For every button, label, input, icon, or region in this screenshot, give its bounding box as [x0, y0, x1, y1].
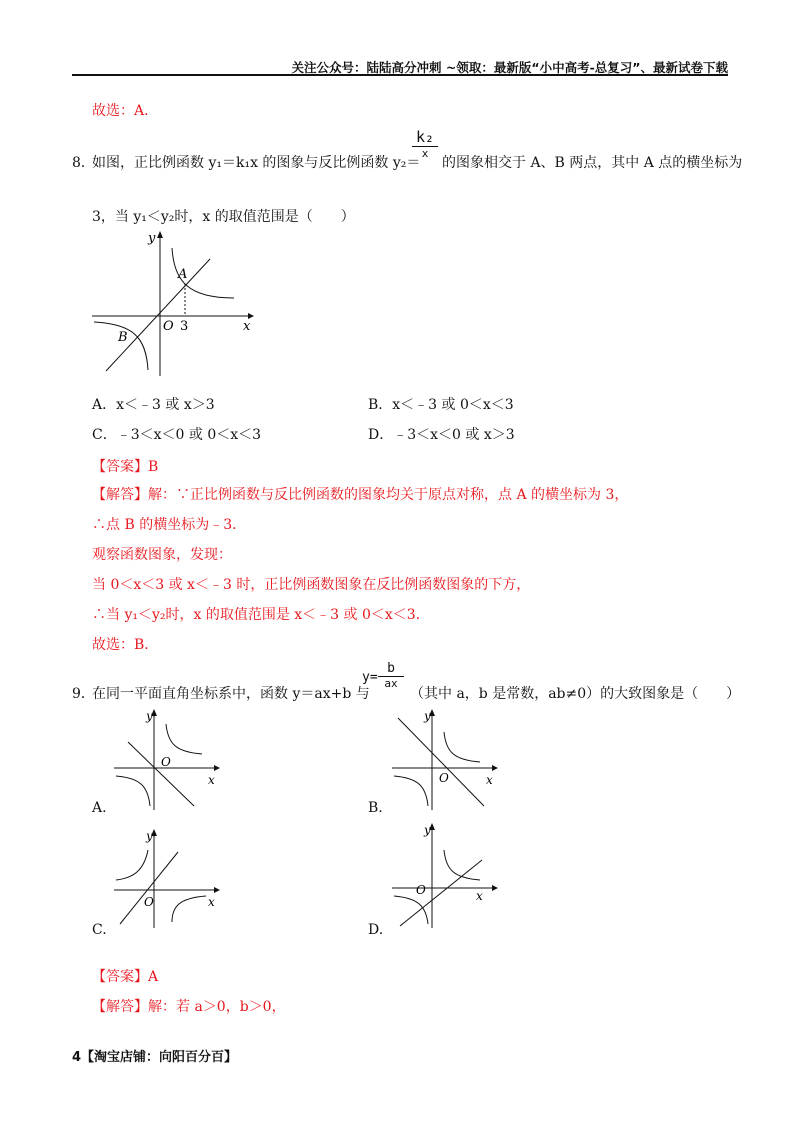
q9-fraction [378, 661, 404, 690]
q9-text-b: （其中 a，b 是常数，ab≠0）的大致图象是（ ） [410, 686, 741, 702]
q8-fraction [412, 128, 438, 160]
q8-text-c: 3，当 y₁＜y₂时，x 的取值范围是（ ） [92, 209, 355, 225]
q9-answer: 【答案】A [92, 969, 159, 985]
q8-answer: 【答案】B [92, 459, 159, 475]
q9-graph-a [110, 706, 226, 812]
q8-number: 8． [72, 155, 95, 171]
q8-solution-2: ∴点 B 的横坐标为﹣3． [92, 517, 247, 533]
q8-frac-num: k₂ [412, 128, 438, 147]
q9-solution-1: 【解答】解：若 a＞0，b＞0， [92, 999, 286, 1015]
prev-answer: 故选：A． [92, 103, 159, 119]
line-y1 [106, 259, 210, 371]
label-y: y [424, 709, 431, 723]
label-o: O [144, 895, 154, 909]
label-b: B [118, 330, 128, 345]
label-y: y [148, 231, 156, 246]
q9-graph-d [388, 820, 504, 930]
y-axis-arrow [157, 231, 163, 238]
label-o: O [163, 319, 174, 334]
q8-text-a: 如图，正比例函数 y₁＝k₁x 的图象与反比例函数 y₂＝ [92, 155, 421, 171]
q8-frac-den: x [421, 147, 429, 160]
label-o: O [161, 755, 171, 769]
q8-solution-5: ∴当 y₁＜y₂时，x 的取值范围是 x＜﹣3 或 0＜x＜3． [92, 607, 430, 623]
q8-option-d: D．﹣3＜x＜0 或 x＞3 [368, 427, 515, 443]
page-footer: 4【淘宝店铺：向阳百分百】 [72, 1050, 238, 1065]
q8-option-a: A．x＜﹣3 或 x＞3 [92, 397, 215, 413]
q8-solution-6: 故选：B． [92, 637, 159, 653]
label-x: x [243, 319, 251, 334]
page-header: 关注公众号：陆陆高分冲刺 ~领取：最新版“小中高考-总复习”、最新试卷下载 [291, 60, 728, 75]
q8-solution-1: 【解答】解：∵正比例函数与反比例函数的图象均关于原点对称，点 A 的横坐标为 3， [92, 487, 629, 503]
q9-text-a: 在同一平面直角坐标系中，函数 y＝ax+b 与 [92, 686, 370, 702]
q9-frac-num: b [378, 661, 404, 677]
label-o: O [439, 771, 449, 785]
q9-label-c: C. [92, 922, 107, 938]
q8-solution-4: 当 0＜x＜3 或 x＜﹣3 时，正比例函数图象在反比例函数图象的下方， [92, 577, 531, 593]
label-a: A [178, 267, 188, 282]
q9-frac-den: ax [384, 677, 398, 690]
q9-graph-c [110, 826, 226, 930]
label-x: x [208, 773, 215, 787]
q8-option-c: C．﹣3＜x＜0 或 0＜x＜3 [92, 427, 262, 443]
label-3: 3 [180, 319, 189, 334]
q9-label-d: D. [368, 922, 384, 938]
q9-label-b: B. [368, 800, 383, 816]
q9-number: 9． [72, 686, 95, 702]
label-y: y [146, 709, 153, 723]
header-divider [72, 74, 728, 76]
label-y: y [424, 823, 431, 837]
label-o: O [416, 883, 426, 897]
q8-solution-3: 观察函数图象，发现： [92, 547, 232, 563]
q9-label-a: A. [92, 800, 107, 816]
q8-figure [88, 226, 258, 378]
label-x: x [208, 895, 215, 909]
label-x: x [476, 889, 483, 903]
q9-graph-b [388, 706, 504, 812]
q8-option-b: B．x＜﹣3 或 0＜x＜3 [368, 397, 514, 413]
q9-frac-lhs: y= [362, 670, 378, 685]
q8-text-b: 的图象相交于 A、B 两点，其中 A 点的横坐标为 [442, 155, 743, 171]
label-y: y [146, 829, 153, 843]
label-x: x [486, 773, 493, 787]
